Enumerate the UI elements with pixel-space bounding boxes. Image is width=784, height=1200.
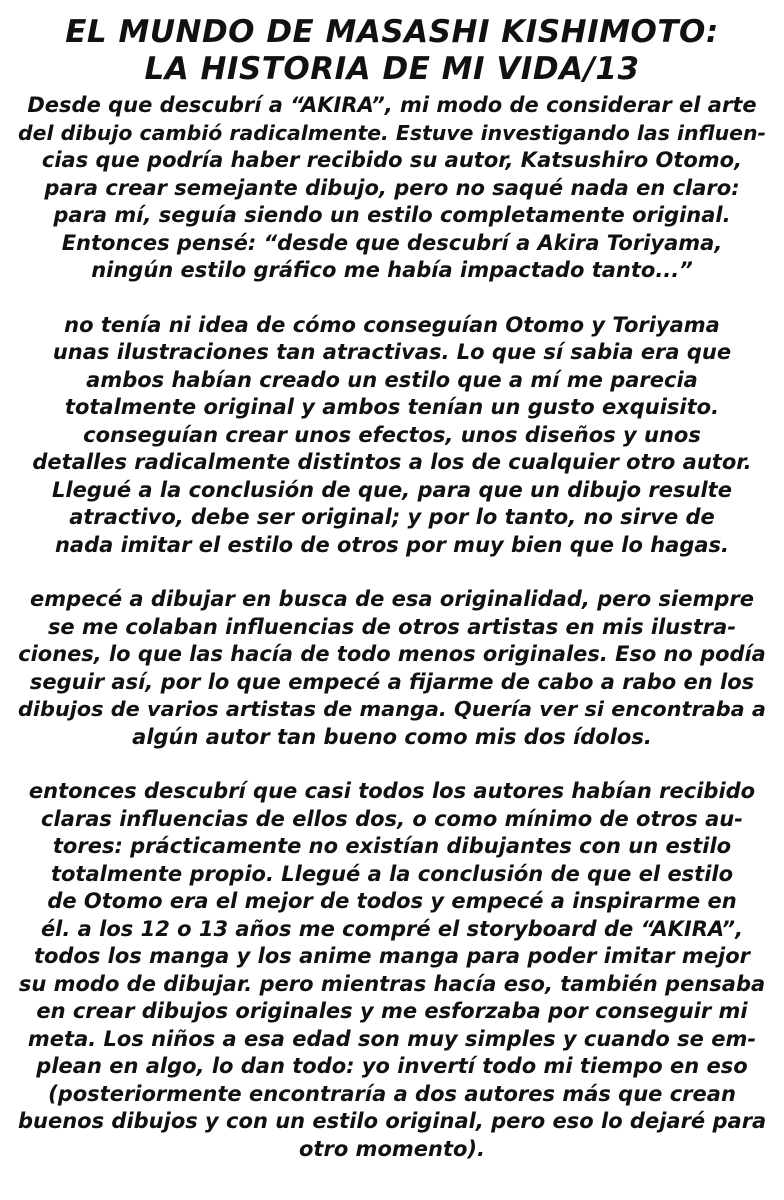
text-line: se me colaban influencias de otros artistas en mis ilustra- [47, 614, 737, 639]
text-line: ningún estilo gráfico me había impactado tanto...” [91, 258, 693, 282]
text-line: todos los manga y los anime manga para poder imitar mejor [33, 944, 751, 968]
text-line: (posteriormente encontraría a dos autores más que crean [48, 1081, 736, 1106]
text-line: meta. Los niños a esa edad son muy simples y cuando se em- [27, 1026, 757, 1051]
paragraph-4 [18, 778, 766, 1163]
text-line: totalmente original y ambos tenían un gusto exquisito. [64, 395, 720, 419]
paragraph-1 [18, 92, 766, 285]
text-line: Entonces pensé: “desde que descubrí a Akira Toriyama, [61, 230, 723, 255]
text-line: Llegué a la conclusión de que, para que un dibujo resulte [52, 477, 732, 502]
text-line: otro momento). [299, 1136, 485, 1161]
text-line: para mí, seguía siendo un estilo completamente original. [53, 203, 731, 227]
text-line: en crear dibujos originales y me esforzaba por conseguir mi [36, 999, 748, 1023]
text-line: totalmente propio. Llegué a la conclusión de que el estilo [50, 861, 734, 886]
text-line: dibujos de varios artistas de manga. Quería ver si encontraba a [18, 697, 766, 721]
page-title [18, 14, 766, 88]
text-line: detalles radicalmente distintos a los de cualquier otro autor. [32, 450, 752, 474]
text-line: ciones, lo que las hacía de todo menos originales. Eso no podía [18, 642, 766, 666]
text-line: de Otomo era el mejor de todos y empecé a inspirarme en [47, 889, 737, 913]
paragraph-3 [18, 586, 766, 751]
text-line: algún autor tan bueno como mis dos ídolos. [132, 724, 652, 749]
title-line-1: EL MUNDO DE MASASHI KISHIMOTO: [65, 14, 719, 50]
text-line: empecé a dibujar en busca de esa originalidad, pero siempre [30, 587, 754, 611]
text-line: del dibujo cambió radicalmente. Estuve investigando las influen- [18, 120, 766, 145]
text-line: cias que podría haber recibido su autor, Katsushiro Otomo, [41, 148, 743, 172]
text-line: plean en algo, lo dan todo: yo invertí todo mi tiempo en eso [36, 1054, 748, 1078]
text-line: conseguían crear unos efectos, unos diseños y unos [83, 422, 701, 447]
text-line: seguir así, por lo que empecé a fijarme de cabo a rabo en los [29, 669, 755, 694]
text-line: entonces descubrí que casi todos los autores habían recibido [28, 779, 756, 803]
text-line: ambos habían creado un estilo que a mí me parecia [86, 367, 698, 392]
paragraph-2 [18, 312, 766, 560]
text-line: buenos dibujos y con un estilo original, pero eso lo dejaré para [18, 1109, 767, 1133]
text-line: tores: prácticamente no existían dibujantes con un estilo [52, 834, 732, 858]
text-line: su modo de dibujar. pero mientras hacía eso, también pensaba [18, 971, 766, 996]
title-line-2: LA HISTORIA DE MI VIDA/13 [144, 51, 640, 87]
text-line: para crear semejante dibujo, pero no saqué nada en claro: [44, 175, 740, 200]
text-line: unas ilustraciones tan atractivas. Lo que sí sabia era que [52, 340, 732, 364]
text-line: él. a los 12 o 13 años me compré el storyboard de “AKIRA”, [40, 916, 744, 941]
text-line: no tenía ni idea de cómo conseguían Otomo y Toriyama [64, 312, 720, 337]
text-line: atractivo, debe ser original; y por lo tanto, no sirve de [69, 505, 715, 529]
text-line: claras influencias de ellos dos, o como mínimo de otros au- [41, 806, 743, 831]
text-line: nada imitar el estilo de otros por muy bien que lo hagas. [54, 532, 730, 557]
text-line: Desde que descubrí a “AKIRA”, mi modo de considerar el arte [27, 93, 757, 117]
